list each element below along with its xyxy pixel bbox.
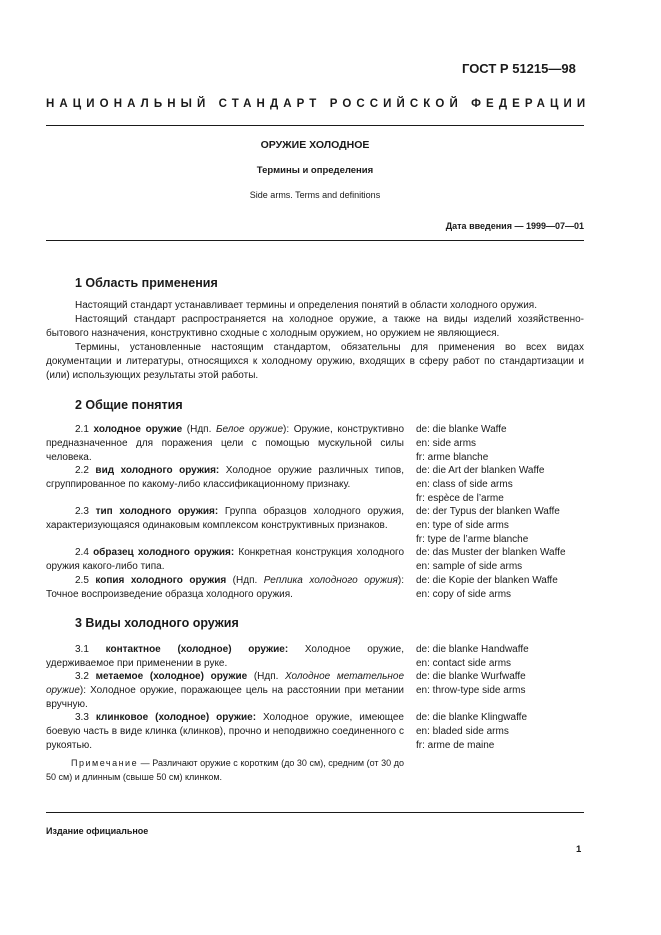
date-rule [46,240,584,241]
standard-number: ГОСТ Р 51215—98 [462,61,576,76]
section-1-paragraph-2: Настоящий стандарт распространяется на холодное оружие, а также на виды изделий хозяйственно-бытового назначения, конструктивно сходные с холодным оружием, но оружием не являющиеся. [46,314,584,340]
section-3-heading: 3 Виды холодного оружия [75,616,239,630]
document-title: ОРУЖИЕ ХОЛОДНОЕ [260,139,370,151]
term-3-1-foreign: de: die blanke Handwaffe en: contact side arms [416,644,529,669]
section-1-paragraph-1: Настоящий стандарт устанавливает термины и определения понятий в области холодного оружия. [75,300,537,311]
term-2-3-foreign: de: der Typus der blanken Waffe en: type of side arms fr: type de l’arme blanche [416,506,560,545]
term-2-2-foreign: de: die Art der blanken Waffe en: class of side arms fr: espèce de l’arme [416,465,545,504]
term-2-1-foreign: de: die blanke Waffe en: side arms fr: arme blanche [416,424,507,463]
top-rule [46,125,584,126]
term-2-2: 2.2 вид холодного оружия: Холодное оружие различных типов, сгруппированное по какому-либо классификационному признаку. [46,465,404,490]
term-2-1: 2.1 холодное оружие (Ндп. Белое оружие): Оружие, конструктивно предназначенное для поражения цели с помощью мускульной силы человека. [46,424,405,463]
document-subtitle: Термины и определения [256,165,374,176]
term-2-4-foreign: de: das Muster der blanken Waffe en: sample of side arms [416,547,566,572]
term-3-2-foreign: de: die blanke Wurfwaffe en: throw-type side arms [416,671,526,696]
term-3-3-foreign: de: die blanke Klingwaffe en: bladed side arms fr: arme de maine [416,712,528,751]
term-3-1: 3.1 контактное (холодное) оружие: Холодное оружие, удерживаемое при применении в руке. [46,644,405,669]
term-2-3: 2.3 тип холодного оружия: Группа образцов холодного оружия, характеризующаяся одинаковым комплексом конструктивных признаков. [46,506,405,531]
page-number: 1 [576,844,582,855]
section-1-paragraph-3: Термины, установленные настоящим стандартом, обязательны для применения во всех видах документации и литературы, относящихся к холодному оружию, входящих в сферу работ по стандартизации и (или) использующих результаты этой работы. [46,342,584,382]
term-3-3: 3.3 клинковое (холодное) оружие: Холодное оружие, имеющее боевую часть в виде клинка (клинков), прочно и неподвижно соединенного с рукоятью. [46,712,404,751]
term-2-4: 2.4 образец холодного оружия: Конкретная конструкция холодного оружия какого-либо типа. [46,547,405,572]
term-2-5: 2.5 копия холодного оружия (Ндп. Реплика холодного оружия): Точное воспроизведение образца холодного оружия. [46,575,404,600]
section-1-heading: 1 Область применения [75,276,218,290]
section-3-note: Примечание — Различают оружие с коротким (до 30 см), средним (от 30 до 50 см) и длинным (свыше 50 см) клинком. [46,758,404,782]
footer-rule [46,812,584,813]
term-3-2: 3.2 метаемое (холодное) оружие (Ндп. Холодное метательное оружие): Холодное оружие, поражающее цель на расстоянии при метании вручную. [46,671,405,710]
term-2-5-foreign: de: die Kopie der blanken Waffe en: copy of side arms [416,575,558,600]
national-standard-banner: НАЦИОНАЛЬНЫЙ СТАНДАРТ РОССИЙСКОЙ ФЕДЕРАЦИИ [46,98,591,110]
english-title: Side arms. Terms and definitions [249,190,381,200]
section-2-heading: 2 Общие понятия [75,398,183,412]
official-edition-label: Издание официальное [46,826,149,836]
introduction-date: Дата введения — 1999—07—01 [445,221,584,231]
